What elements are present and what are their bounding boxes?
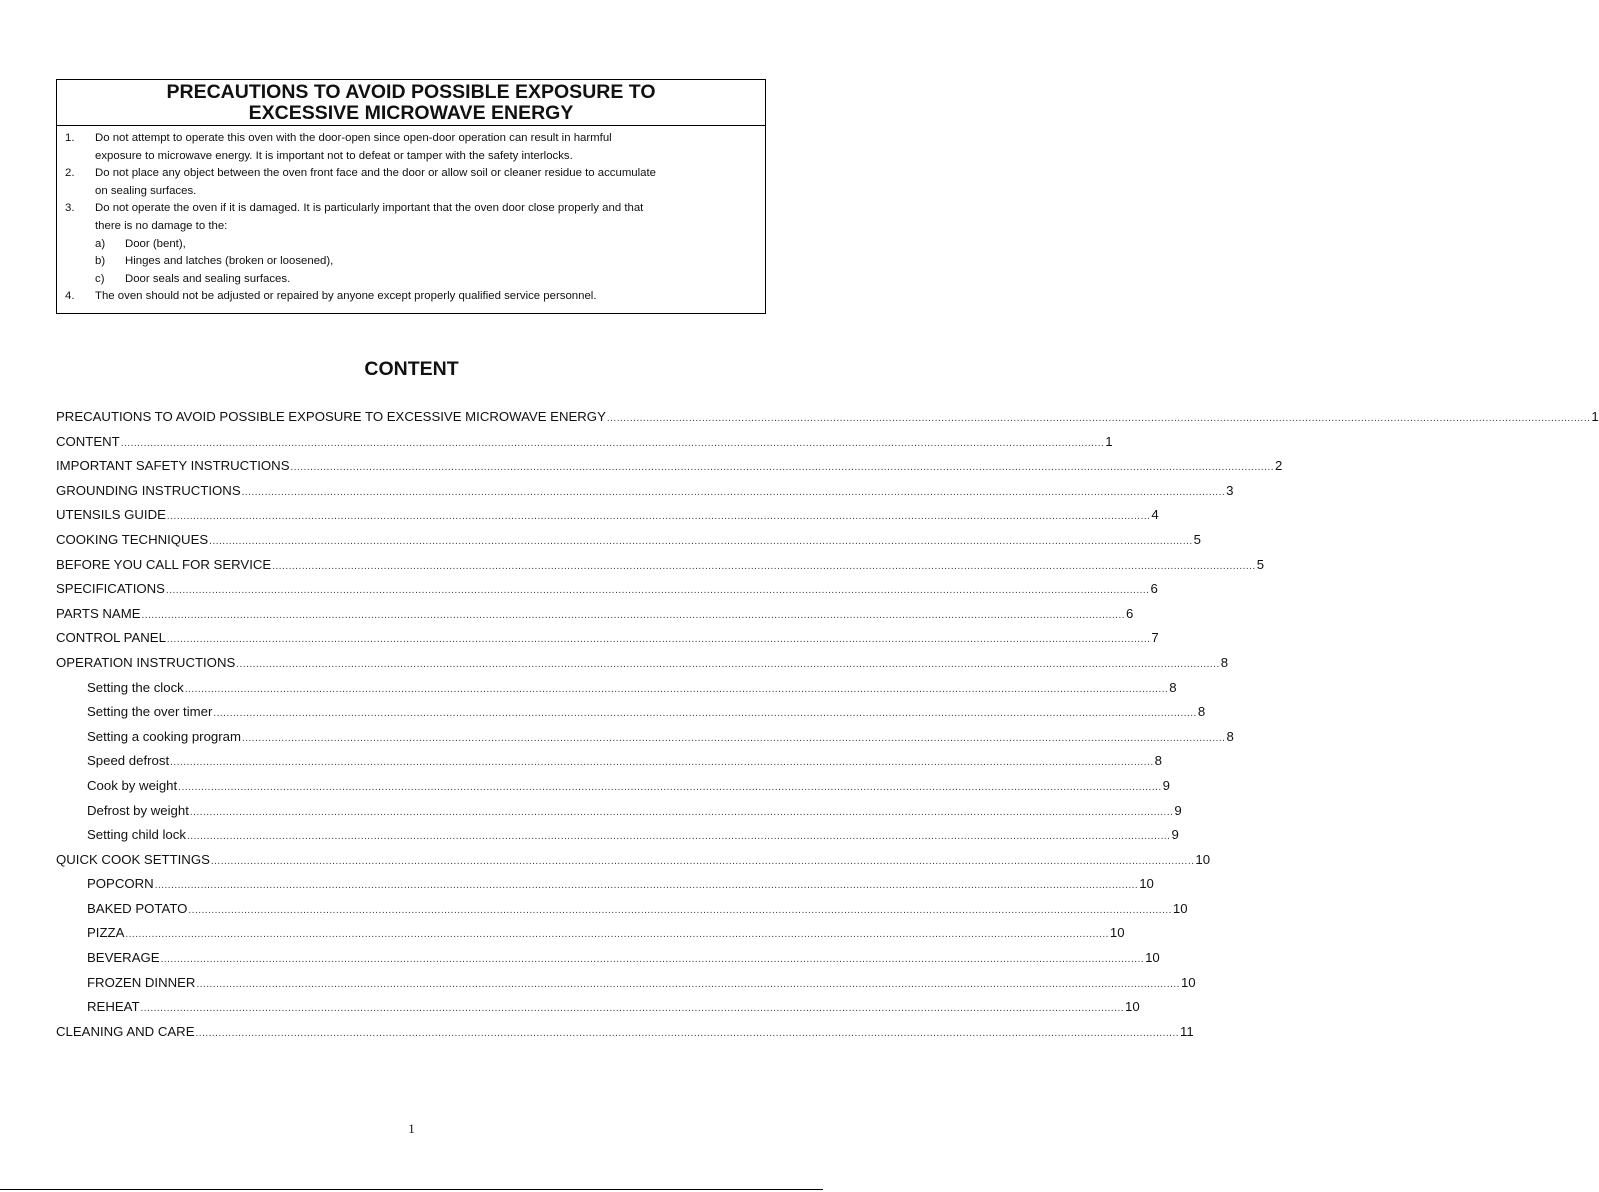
- toc-entry: [56, 678, 1177, 703]
- toc-entry-label: CLEANING AND CARE: [56, 1023, 195, 1039]
- toc-dot-leader: ............................................................................................................................................................................................................................................................................................................: [189, 806, 1174, 818]
- toc-entry-label: REHEAT: [87, 999, 140, 1015]
- precautions-title-line2: EXCESSIVE MICROWAVE ENERGY: [248, 101, 574, 124]
- toc-entry: [56, 776, 1171, 801]
- toc-entry-label: POPCORN: [87, 876, 154, 892]
- toc-entry: [56, 751, 1162, 776]
- toc-entry-page: 10: [1139, 876, 1154, 892]
- toc-entry: [56, 923, 1125, 948]
- toc-entry-page: 2: [1275, 458, 1283, 474]
- table-of-contents: [56, 407, 1599, 1046]
- subitem-letter: b): [95, 255, 106, 268]
- toc-entry-page: 3: [1226, 482, 1234, 498]
- toc-entry-page: 9: [1162, 777, 1171, 793]
- toc-dot-leader: ............................................................................................................................................................................................................................................................................................................: [166, 634, 1151, 646]
- precaution-text-line: there is no damage to the:: [95, 219, 228, 232]
- precaution-item-3: [65, 200, 757, 288]
- toc-dot-leader: ............................................................................................................................................................................................................................................................................................................: [120, 437, 1105, 449]
- precaution-subitem-b: [95, 253, 757, 271]
- toc-dot-leader: ............................................................................................................................................................................................................................................................................................................: [213, 708, 1197, 720]
- toc-entry-page: 9: [1171, 827, 1179, 843]
- toc-entry: [56, 948, 1160, 973]
- precaution-item-2: [65, 165, 757, 200]
- toc-entry-label: CONTENT: [56, 433, 120, 449]
- toc-entry-label: PARTS NAME: [56, 605, 141, 621]
- toc-entry-page: 10: [1172, 900, 1188, 916]
- toc-dot-leader: ............................................................................................................................................................................................................................................................................................................: [178, 781, 1162, 793]
- subitem-text: Hinges and latches (broken or loosened),: [125, 255, 334, 268]
- precaution-text-line: exposure to microwave energy. It is important not to defeat or tamper with the safety interlocks.: [95, 149, 573, 162]
- toc-entry-label: GROUNDING INSTRUCTIONS: [56, 482, 241, 498]
- toc-entry-page: 10: [1109, 925, 1125, 941]
- toc-entry: [56, 604, 1134, 629]
- toc-entry-page: 1: [1105, 433, 1113, 449]
- toc-dot-leader: ............................................................................................................................................................................................................................................................................................................: [154, 880, 1139, 892]
- content-title: CONTENT: [364, 358, 459, 380]
- toc-entry-label: PIZZA: [87, 925, 125, 941]
- toc-dot-leader: ............................................................................................................................................................................................................................................................................................................: [141, 609, 1126, 621]
- toc-entry-page: 8: [1197, 704, 1206, 720]
- toc-entry: [56, 407, 1599, 432]
- precaution-number: 4.: [65, 290, 75, 303]
- toc-entry-label: Setting a cooking program: [87, 728, 241, 744]
- toc-dot-leader: ............................................................................................................................................................................................................................................................................................................: [209, 535, 1193, 547]
- toc-entry: [56, 997, 1140, 1022]
- toc-entry: [56, 850, 1211, 875]
- precaution-text-line: Do not place any object between the oven front face and the door or allow soil or cleaner residue to accumulate: [95, 167, 657, 180]
- toc-entry-label: BEVERAGE: [87, 950, 160, 966]
- toc-entry-label: COOKING TECHNIQUES: [56, 531, 209, 547]
- toc-dot-leader: ............................................................................................................................................................................................................................................................................................................: [186, 831, 1171, 843]
- toc-entry-label: Defrost by weight: [87, 802, 189, 818]
- toc-entry: [56, 456, 1283, 481]
- toc-dot-leader: ............................................................................................................................................................................................................................................................................................................: [272, 560, 1256, 572]
- toc-entry-page: 10: [1195, 851, 1211, 867]
- toc-entry-page: 10: [1180, 974, 1196, 990]
- toc-dot-leader: ............................................................................................................................................................................................................................................................................................................: [170, 757, 1154, 769]
- toc-entry-page: 11: [1180, 1023, 1194, 1039]
- precaution-subitem-c: [95, 271, 757, 289]
- toc-entry-page: 8: [1169, 679, 1177, 695]
- toc-dot-leader: ............................................................................................................................................................................................................................................................................................................: [195, 1027, 1180, 1039]
- toc-dot-leader: ............................................................................................................................................................................................................................................................................................................: [241, 732, 1226, 744]
- precautions-title: [57, 80, 765, 126]
- toc-entry-page: 4: [1151, 507, 1159, 523]
- toc-entry-label: BEFORE YOU CALL FOR SERVICE: [56, 556, 272, 572]
- toc-entry: [56, 555, 1265, 580]
- toc-dot-leader: ............................................................................................................................................................................................................................................................................................................: [196, 978, 1180, 990]
- toc-dot-leader: ............................................................................................................................................................................................................................................................................................................: [165, 585, 1150, 597]
- subitem-text: Door (bent),: [125, 237, 186, 250]
- toc-dot-leader: ............................................................................................................................................................................................................................................................................................................: [125, 929, 1109, 941]
- precaution-text-line: The oven should not be adjusted or repaired by anyone except properly qualified service personnel.: [95, 290, 597, 303]
- toc-dot-leader: ............................................................................................................................................................................................................................................................................................................: [184, 683, 1169, 695]
- toc-entry-page: 8: [1220, 654, 1229, 670]
- toc-entry-label: Setting the over timer: [87, 704, 213, 720]
- toc-entry-page: 8: [1154, 753, 1162, 769]
- precautions-box: [56, 79, 766, 314]
- toc-entry-label: IMPORTANT SAFETY INSTRUCTIONS: [56, 458, 290, 474]
- precautions-list: [57, 126, 765, 306]
- toc-entry-page: 6: [1150, 581, 1158, 597]
- toc-entry-label: Setting the clock: [87, 679, 184, 695]
- toc-entry: [56, 1022, 1194, 1047]
- toc-entry-label: CONTROL PANEL: [56, 630, 166, 646]
- toc-entry: [56, 702, 1206, 727]
- toc-entry-label: FROZEN DINNER: [87, 974, 196, 990]
- toc-entry-page: 7: [1151, 630, 1159, 646]
- toc-dot-leader: ............................................................................................................................................................................................................................................................................................................: [160, 954, 1145, 966]
- toc-entry-label: PRECAUTIONS TO AVOID POSSIBLE EXPOSURE TO EXCESSIVE MICROWAVE ENERGY: [56, 409, 606, 424]
- toc-entry-page: 10: [1145, 950, 1160, 966]
- toc-entry-page: 8: [1226, 728, 1234, 744]
- toc-entry-label: BAKED POTATO: [87, 900, 188, 916]
- toc-entry-page: 10: [1125, 999, 1140, 1015]
- bottom-rule: [0, 1189, 823, 1190]
- toc-entry-page: 1: [1591, 409, 1599, 424]
- subitem-text: Door seals and sealing surfaces.: [125, 272, 291, 285]
- toc-dot-leader: ............................................................................................................................................................................................................................................................................................................: [236, 658, 1220, 670]
- toc-entry: [56, 530, 1202, 555]
- toc-entry: [56, 825, 1179, 850]
- toc-entry-page: 6: [1126, 605, 1134, 621]
- toc-entry: [56, 481, 1234, 506]
- page-number: 1: [408, 1121, 415, 1136]
- toc-dot-leader: ............................................................................................................................................................................................................................................................................................................: [166, 511, 1151, 523]
- toc-entry: [56, 432, 1113, 457]
- toc-entry: [56, 973, 1196, 998]
- toc-entry: [56, 899, 1188, 924]
- toc-entry-label: Setting child lock: [87, 827, 186, 843]
- toc-entry-label: Speed defrost: [87, 753, 170, 769]
- precaution-text-line: on sealing surfaces.: [95, 184, 197, 197]
- toc-dot-leader: ............................................................................................................................................................................................................................................................................................................: [241, 486, 1226, 498]
- toc-entry-page: 9: [1174, 802, 1182, 818]
- toc-entry: [56, 628, 1159, 653]
- toc-entry-page: 5: [1193, 531, 1202, 547]
- toc-dot-leader: ............................................................................................................................................................................................................................................................................................................: [140, 1003, 1125, 1015]
- toc-entry: [56, 653, 1229, 678]
- toc-entry-label: Cook by weight: [87, 777, 178, 793]
- toc-entry: [56, 579, 1158, 604]
- toc-entry-label: SPECIFICATIONS: [56, 581, 165, 597]
- precautions-title-line1: PRECAUTIONS TO AVOID POSSIBLE EXPOSURE TO: [166, 80, 656, 103]
- toc-entry-label: OPERATION INSTRUCTIONS: [56, 654, 236, 670]
- toc-dot-leader: ............................................................................................................................................................................................................................................................................................................: [210, 855, 1195, 867]
- toc-dot-leader: ............................................................................................................................................................................................................................................................................................................: [290, 462, 1274, 474]
- precaution-number: 1.: [65, 132, 75, 144]
- toc-entry: [56, 505, 1159, 530]
- subitem-letter: a): [95, 237, 106, 250]
- subitem-letter: c): [95, 272, 105, 285]
- toc-entry: [56, 801, 1182, 826]
- toc-dot-leader: ............................................................................................................................................................................................................................................................................................................: [188, 904, 1172, 916]
- precaution-text-line: Do not attempt to operate this oven with the door-open since open-door operation can result in harmful: [95, 132, 612, 144]
- toc-entry: [56, 727, 1234, 752]
- precaution-text-line: Do not operate the oven if it is damaged. It is particularly important that the oven door close properly and that: [95, 202, 644, 215]
- precaution-item-1: [65, 130, 757, 165]
- precaution-number: 3.: [65, 202, 75, 215]
- toc-entry-page: 5: [1256, 556, 1265, 572]
- toc-entry-label: UTENSILS GUIDE: [56, 507, 166, 523]
- toc-entry: [56, 874, 1154, 899]
- precaution-subitem-a: [95, 236, 757, 254]
- precaution-item-4: [65, 288, 757, 306]
- toc-entry-label: QUICK COOK SETTINGS: [56, 851, 210, 867]
- precaution-number: 2.: [65, 167, 75, 180]
- toc-dot-leader: ............................................................................................................................................................................................................................................................................................................: [606, 413, 1591, 424]
